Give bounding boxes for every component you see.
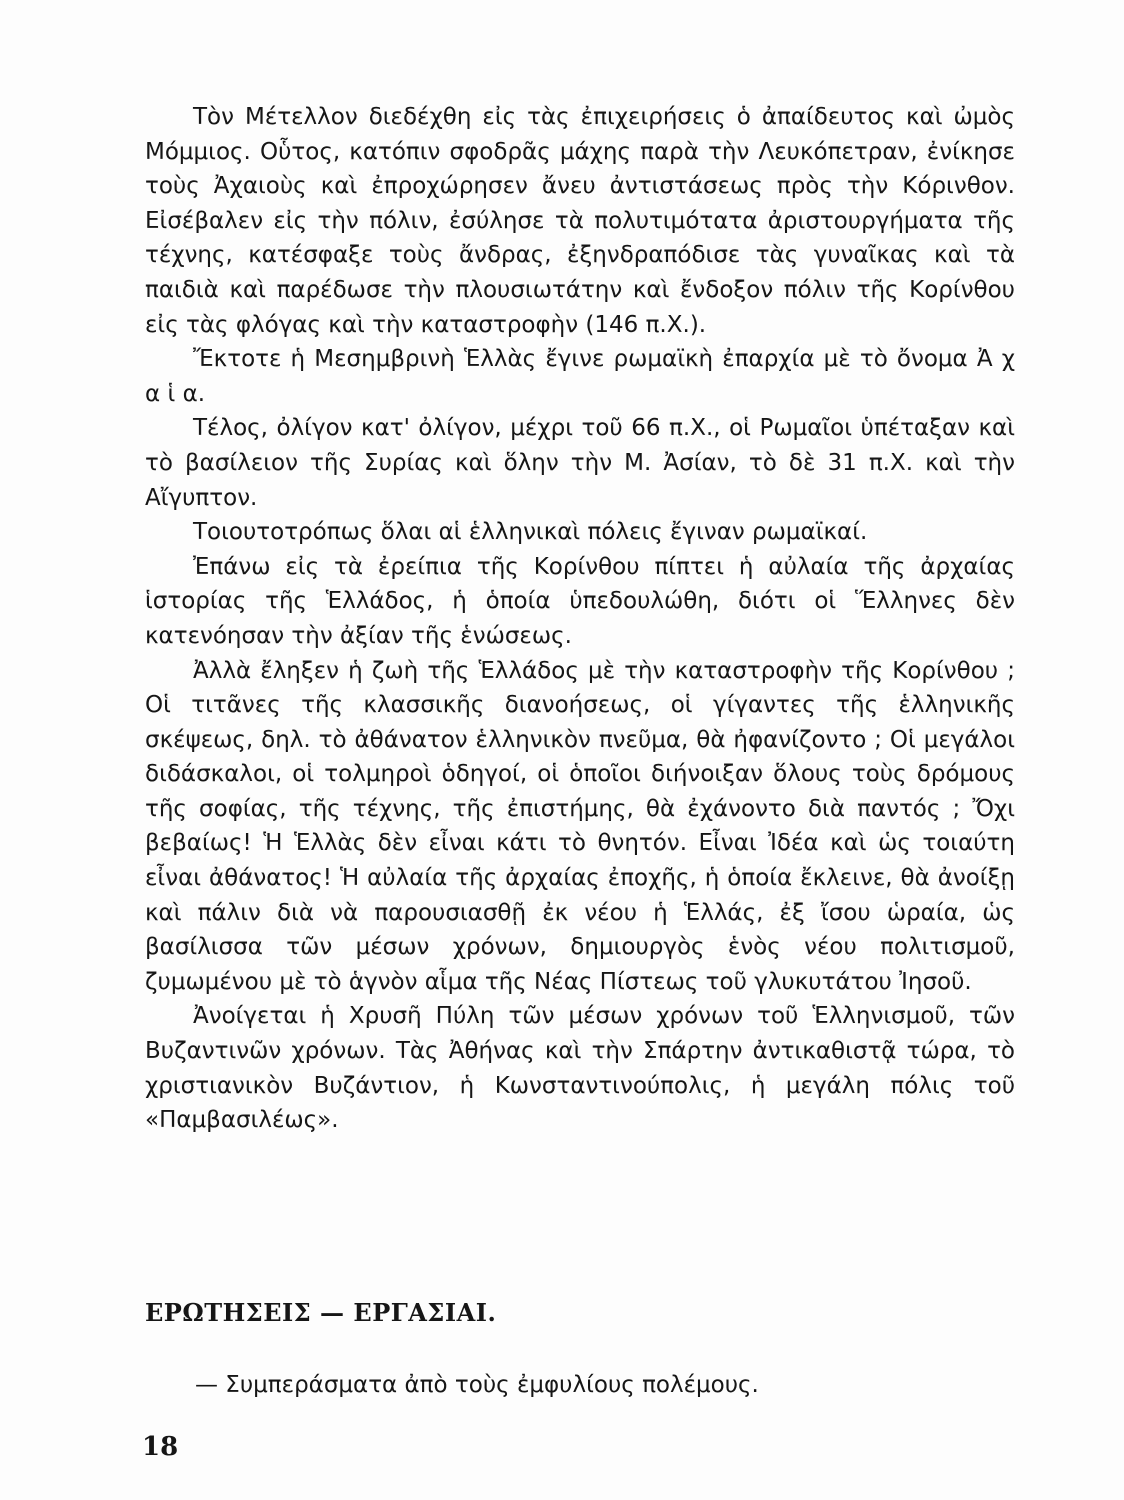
paragraph: Ἀνοίγεται ἡ Χρυσῆ Πύλη τῶν μέσων χρόνων τοῦ Ἑλληνισμοῦ, τῶν Βυζαντινῶν χρόνων. Τὰς Ἀθήνας καὶ τὴν Σπάρτην ἀντικαθιστᾷ τώρα, τὸ χριστιανικὸν Βυζάντιον, ἡ Κωνσταντινούπολις, ἡ μεγάλη πόλις τοῦ «Παμβασιλέως». [145,1003,1015,1134]
question-item: — Συμπεράσματα ἀπὸ τοὺς ἐμφυλίους πολέμους. [195,1372,759,1398]
paragraph: Τὸν Μέτελλον διεδέχθη εἰς τὰς ἐπιχειρήσεις ὁ ἀπαίδευτος καὶ ὠμὸς Μόμμιος. Οὗτος, κατόπιν σφοδρᾶς μάχης παρὰ τὴν Λευκόπετραν, ἐνίκησε τοὺς Ἀχαιοὺς καὶ ἐπροχώρησεν ἄνευ ἀντιστάσεως πρὸς τὴν Κόρινθον. Εἰσέβαλεν εἰς τὴν πόλιν, ἐσύλησε τὰ πολυτιμότατα ἀριστουργήματα τῆς τέχνης, κατέσφαξε τοὺς ἄνδρας, ἐξηνδραπόδισε τὰς γυναῖκας καὶ τὰ παιδιὰ καὶ παρέδωσε τὴν πλουσιωτάτην καὶ ἔνδοξον πόλιν τῆς Κορίνθου εἰς τὰς φλόγας καὶ τὴν καταστροφὴν (146 π.Χ.). [145,104,1015,338]
body-text [145,100,1015,1138]
paragraph: Ἔκτοτε ἡ Μεσημβρινὴ Ἑλλὰς ἔγινε ρωμαϊκὴ ἐπαρχία μὲ τὸ ὄνομα Ἀ χ α ἱ α. [145,346,1015,407]
paragraph: Τοιουτοτρόπως ὅλαι αἱ ἑλληνικαὶ πόλεις ἔγιναν ρωμαϊκαί. [193,519,868,546]
paragraph: Ἀλλὰ ἔληξεν ἡ ζωὴ τῆς Ἑλλάδος μὲ τὴν καταστροφὴν τῆς Κορίνθου ; Οἱ τιτᾶνες τῆς κλασσικῆς διανοήσεως, οἱ γίγαντες τῆς ἑλληνικῆς σκέψεως, δηλ. τὸ ἀθάνατον ἑλληνικὸν πνεῦμα, θὰ ἠφανίζοντο ; Οἱ μεγάλοι διδάσκαλοι, οἱ τολμηροὶ ὁδηγοί, οἱ ὁποῖοι διήνοιξαν ὅλους τοὺς δρόμους τῆς σοφίας, τῆς τέχνης, τῆς ἐπιστήμης, θὰ ἐχάνοντο διὰ παντός ; Ὄχι βεβαίως! Ἡ Ἑλλὰς δὲν εἶναι κάτι τὸ θνητόν. Εἶναι Ἰδέα καὶ ὡς τοιαύτη εἶναι ἀθάνατος! Ἡ αὐλαία τῆς ἀρχαίας ἐποχῆς, ἡ ὁποία ἔκλεινε, θὰ ἀνοίξῃ καὶ πάλιν διὰ νὰ παρουσιασθῇ ἐκ νέου ἡ Ἑλλάς, ἐξ ἴσου ὡραία, ὡς βασίλισσα τῶν μέσων χρόνων, δημιουργὸς ἑνὸς νέου πολιτισμοῦ, ζυμωμένου μὲ τὸ ἁγνὸν αἷμα τῆς Νέας Πίστεως τοῦ γλυκυτάτου Ἰησοῦ. [145,657,1015,995]
section-heading: ΕΡΩΤΗΣΕΙΣ — ΕΡΓΑΣΙΑΙ. [145,1298,497,1327]
paragraph: Ἐπάνω εἰς τὰ ἐρείπια τῆς Κορίνθου πίπτει ἡ αὐλαία τῆς ἀρχαίας ἱστορίας τῆς Ἑλλάδος, ἡ ὁποία ὑπεδουλώθη, διότι οἱ Ἕλληνες δὲν κατενόησαν τὴν ἀξίαν τῆς ἑνώσεως. [145,553,1015,649]
page-number: 18 [142,1432,179,1462]
paragraph: Τέλος, ὀλίγον κατ' ὀλίγον, μέχρι τοῦ 66 π.Χ., οἱ Ρωμαῖοι ὑπέταξαν καὶ τὸ βασίλειον τῆς Συρίας καὶ ὅλην τὴν Μ. Ἀσίαν, τὸ δὲ 31 π.Χ. καὶ τὴν Αἴγυπτον. [145,415,1015,511]
